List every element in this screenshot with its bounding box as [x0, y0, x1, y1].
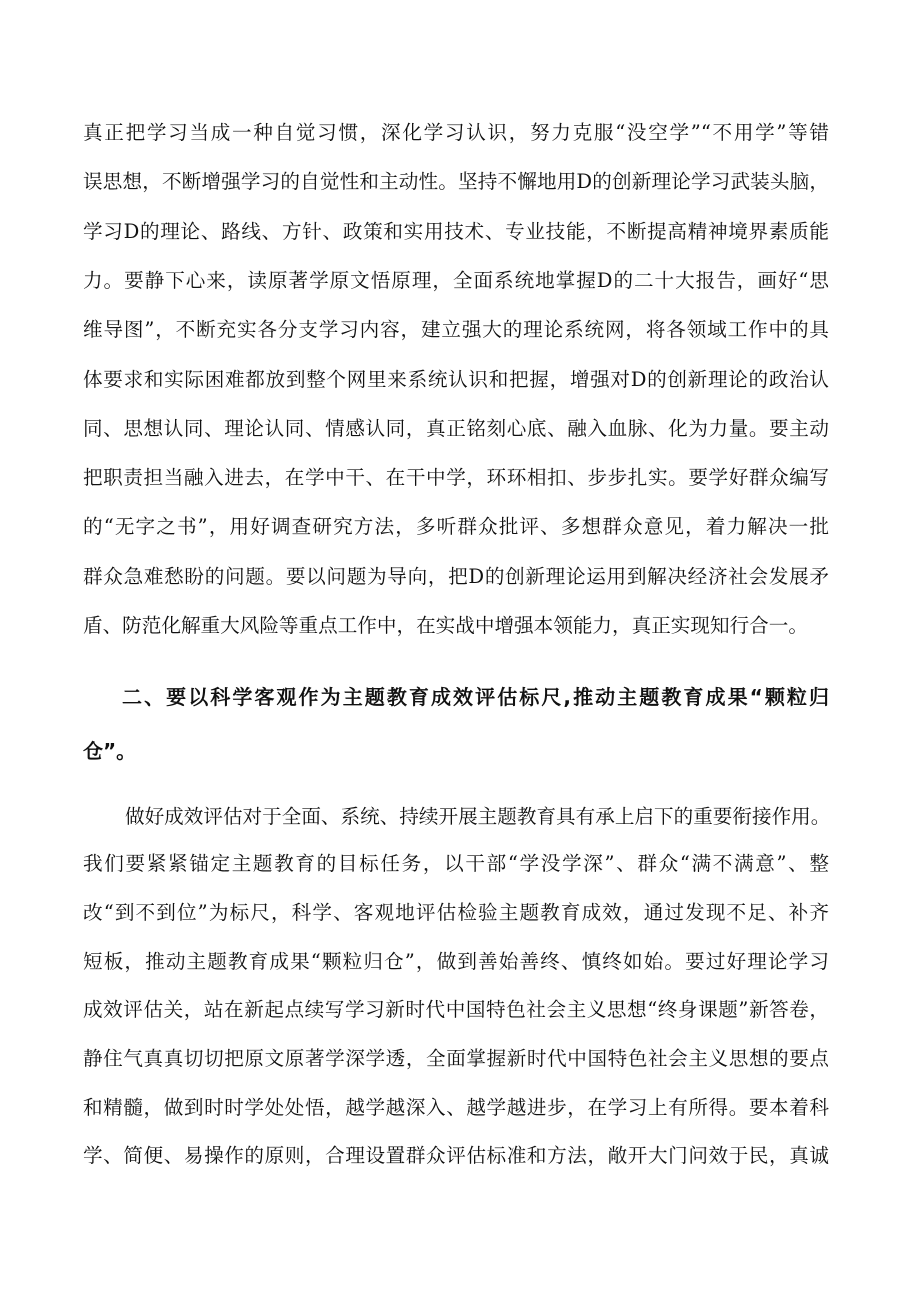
paragraph-line: 同、思想认同、理论认同、情感认同，真正铭刻心底、融入血脉、化为力量。要主动	[83, 417, 829, 440]
paragraph-line: 真正把学习当成一种自觉习惯，深化学习认识，努力克服“没空学”“不用学”等错	[83, 121, 829, 144]
paragraph-line: 我们要紧紧锚定主题教育的目标任务，以干部“学没学深”、群众“满不满意”、整	[83, 852, 829, 875]
paragraph-line: 静住气真真切切把原文原著学深学透，全面掌握新时代中国特色社会主义思想的要点	[83, 1047, 829, 1070]
paragraph-line: 学习D的理论、路线、方针、政策和实用技术、专业技能，不断提高精神境界素质能	[83, 220, 829, 243]
heading-line: 仓”。	[83, 739, 137, 763]
paragraph-line: 维导图”，不断充实各分支学习内容，建立强大的理论系统网，将各领域工作中的具	[83, 318, 829, 341]
heading-line: 二、要以科学客观作为主题教育成效评估标尺,推动主题教育成果“颗粒归	[122, 685, 829, 709]
paragraph-line: 和精髓，做到时时学处处悟，越学越深入、越学越进步，在学习上有所得。要本着科	[83, 1096, 829, 1119]
paragraph-line: 短板，推动主题教育成果“颗粒归仓”，做到善始善终、慎终如始。要过好理论学习	[83, 950, 829, 973]
paragraph-line: 的“无字之书”，用好调查研究方法，多听群众批评、多想群众意见，着力解决一批	[83, 515, 829, 538]
paragraph-line: 改“到不到位”为标尺，科学、客观地评估检验主题教育成效，通过发现不足、补齐	[83, 901, 829, 924]
paragraph-line: 学、简便、易操作的原则，合理设置群众评估标准和方法，敞开大门问效于民，真诚	[83, 1144, 829, 1167]
paragraph-line: 盾、防范化解重大风险等重点工作中，在实战中增强本领能力，真正实现知行合一。	[83, 614, 808, 637]
paragraph-line: 体要求和实际困难都放到整个网里来系统认识和把握，增强对D的创新理论的政治认	[83, 368, 829, 391]
paragraph-line: 把职责担当融入进去，在学中干、在干中学，环环相扣、步步扎实。要学好群众编写	[83, 466, 829, 489]
paragraph-line: 误思想，不断增强学习的自觉性和主动性。坚持不懈地用D的创新理论学习武装头脑，	[83, 170, 829, 193]
paragraph-line: 群众急难愁盼的问题。要以问题为导向，把D的创新理论运用到解决经济社会发展矛	[83, 565, 829, 588]
paragraph-line: 做好成效评估对于全面、系统、持续开展主题教育具有承上启下的重要衔接作用。	[125, 805, 831, 828]
paragraph-line: 成效评估关，站在新起点续写学习新时代中国特色社会主义思想“终身课题”新答卷，	[83, 998, 829, 1021]
paragraph-line: 力。要静下心来，读原著学原文悟原理，全面系统地掌握D的二十大报告，画好“思	[83, 269, 829, 292]
